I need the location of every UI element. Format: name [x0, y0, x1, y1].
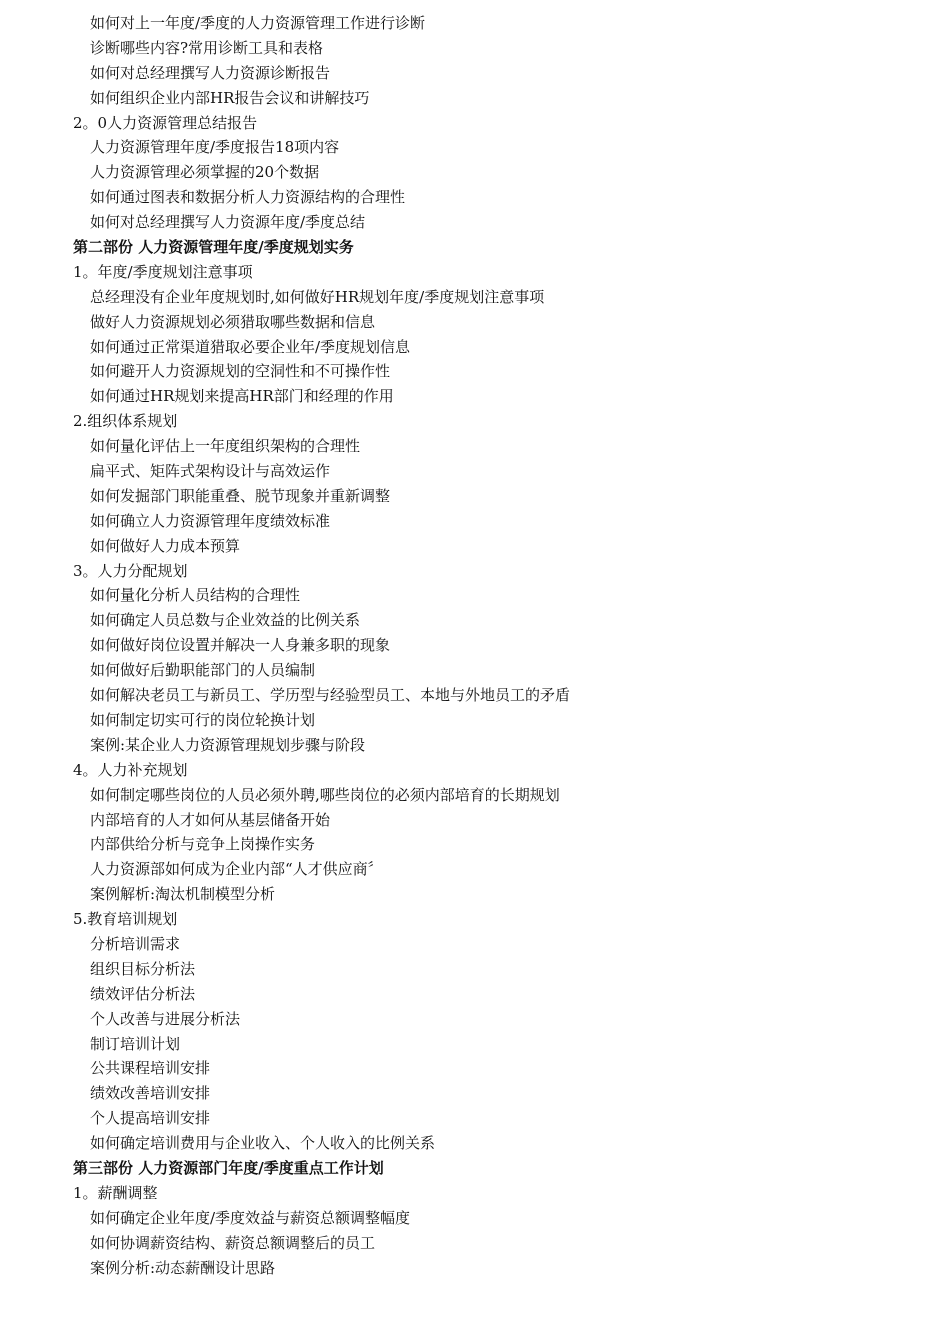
outline-item: 如何通过图表和数据分析人力资源结构的合理性: [90, 188, 406, 207]
outline-item: 如何协调薪资结构、薪资总额调整后的员工: [90, 1233, 376, 1252]
outline-item: 分析培训需求: [90, 934, 181, 953]
outline-item: 如何通过正常渠道猎取必要企业年/季度规划信息: [90, 337, 411, 356]
outline-item: 如何对总经理撰写人力资源诊断报告: [90, 63, 331, 82]
outline-item: 如何制定切实可行的岗位轮换计划: [90, 710, 316, 729]
outline-item: 内部培育的人才如何从基层储备开始: [90, 810, 331, 829]
outline-item: 人力资源管理必须掌握的20个数据: [90, 163, 320, 182]
outline-item: 组织目标分析法: [90, 959, 196, 978]
subsection-heading: 4。人力补充规划: [73, 760, 188, 779]
outline-item: 如何通过HR规划来提高HR部门和经理的作用: [90, 387, 394, 406]
outline-item: 总经理没有企业年度规划时,如何做好HR规划年度/季度规划注意事项: [90, 287, 545, 306]
document-body: [0, 11, 950, 1280]
outline-item: 如何组织企业内部HR报告会议和讲解技巧: [90, 88, 370, 107]
outline-item: 个人改善与进展分析法: [90, 1009, 241, 1028]
outline-item: 公共课程培训安排: [90, 1059, 211, 1078]
outline-item: 人力资源管理年度/季度报告18项内容: [90, 138, 340, 157]
outline-item: 如何量化分析人员结构的合理性: [90, 586, 301, 605]
outline-item: 诊断哪些内容?常用诊断工具和表格: [90, 38, 324, 57]
outline-item: 做好人力资源规划必须猎取哪些数据和信息: [90, 312, 376, 331]
section-heading: 第二部份 人力资源管理年度/季度规划实务: [73, 238, 354, 257]
outline-item: 如何确定企业年度/季度效益与薪资总额调整幅度: [90, 1208, 411, 1227]
outline-item: 如何确定人员总数与企业效益的比例关系: [90, 611, 361, 630]
outline-item: 扁平式、矩阵式架构设计与高效运作: [90, 462, 331, 481]
outline-item: 如何解决老员工与新员工、学历型与经验型员工、本地与外地员工的矛盾: [90, 686, 571, 705]
subsection-heading: 1。年度/季度规划注意事项: [73, 262, 253, 281]
outline-item: 案例:某企业人力资源管理规划步骤与阶段: [90, 735, 366, 754]
outline-item: 如何对总经理撰写人力资源年度/季度总结: [90, 213, 366, 232]
outline-item: 如何做好人力成本预算: [90, 536, 241, 555]
outline-item: 案例解析:淘汰机制模型分析: [90, 885, 276, 904]
outline-item: 绩效评估分析法: [90, 984, 196, 1003]
outline-item: 内部供给分析与竞争上岗操作实务: [90, 835, 316, 854]
outline-item: 如何发掘部门职能重叠、脱节现象并重新调整: [90, 486, 391, 505]
outline-item: 个人提高培训安排: [90, 1109, 211, 1128]
outline-item: 如何对上一年度/季度的人力资源管理工作进行诊断: [90, 14, 426, 32]
outline-item: 绩效改善培训安排: [90, 1084, 211, 1103]
outline-item: 如何确定培训费用与企业收入、个人收入的比例关系: [90, 1134, 436, 1153]
outline-item: 如何做好后勤职能部门的人员编制: [90, 661, 316, 680]
outline-item: 如何确立人力资源管理年度绩效标准: [90, 511, 331, 530]
subsection-heading: 2.组织体系规划: [73, 412, 178, 431]
subsection-heading: 3。人力分配规划: [73, 561, 188, 580]
outline-item: 如何量化评估上一年度组织架构的合理性: [90, 437, 361, 456]
subsection-heading: 2。0人力资源管理总结报告: [73, 113, 258, 132]
outline-item: 如何避开人力资源规划的空洞性和不可操作性: [90, 362, 391, 381]
outline-item: 人力资源部如何成为企业内部“人才供应商〞: [90, 860, 383, 879]
section-heading: 第三部份 人力资源部门年度/季度重点工作计划: [73, 1158, 384, 1177]
outline-item: 如何制定哪些岗位的人员必须外聘,哪些岗位的必须内部培育的长期规划: [90, 785, 560, 804]
outline-item: 如何做好岗位设置并解决一人身兼多职的现象: [90, 636, 391, 655]
subsection-heading: 1。薪酬调整: [73, 1183, 158, 1202]
outline-item: 案例分析:动态薪酬设计思路: [90, 1258, 276, 1277]
outline-item: 制订培训计划: [90, 1034, 181, 1053]
subsection-heading: 5.教育培训规划: [73, 910, 178, 929]
